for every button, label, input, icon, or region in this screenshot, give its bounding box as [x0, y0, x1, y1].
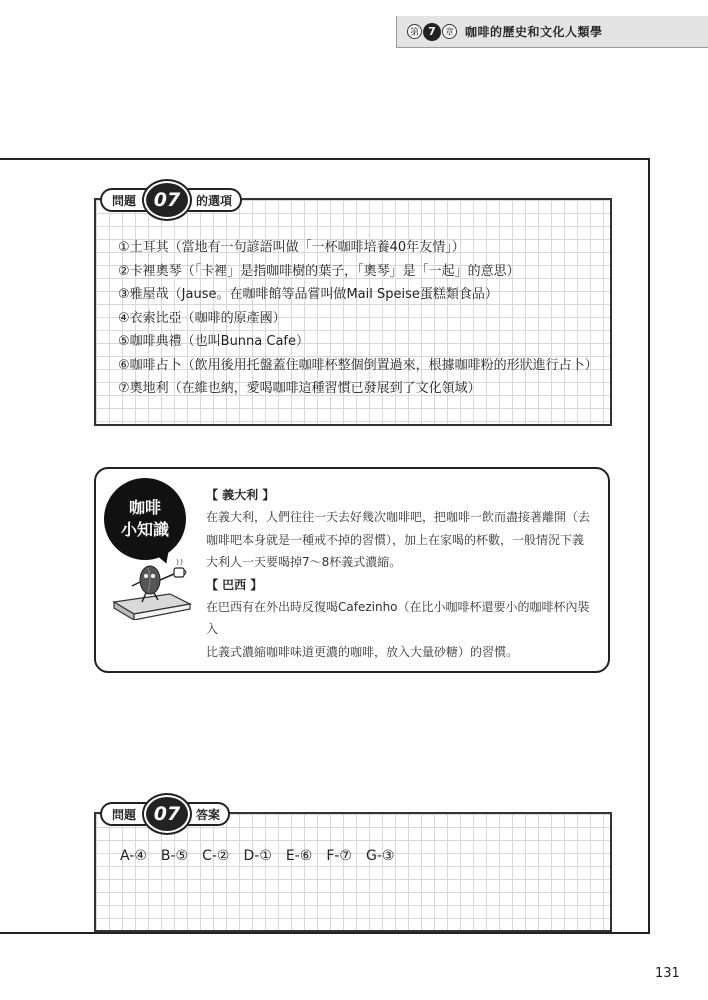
- italy-line: 咖啡吧本身就是一種戒不掉的習慣），加上在家喝的杯數，一般情況下義: [206, 532, 585, 547]
- chapter-badge: [407, 23, 457, 41]
- answer-label: [100, 800, 230, 828]
- options-label-right: 的選項: [176, 188, 242, 212]
- option-item: ④衣索比亞（咖啡的原產國）: [118, 310, 286, 326]
- tip-content: [206, 484, 598, 663]
- option-item: ⑦奧地利（在維也納，愛喝咖啡這種習慣已發展到了文化領域）: [118, 381, 481, 396]
- coffee-bean-mascot-icon: [110, 556, 196, 620]
- answer-label-number: 07: [144, 795, 190, 833]
- bubble-line-1: 咖啡: [128, 498, 161, 517]
- answer-item: G-③: [365, 848, 395, 864]
- chapter-prefix: 第: [407, 24, 422, 39]
- answer-label-left: 問題: [100, 802, 158, 826]
- brazil-heading: 【 巴西 】: [206, 577, 263, 592]
- answer-item: A-④: [120, 848, 147, 864]
- answer-item: D-①: [243, 848, 272, 864]
- option-item: ②卡裡奧琴（「卡裡」是指咖啡樹的葉子，「奧琴」是「一起」的意思）: [118, 263, 520, 279]
- chapter-suffix: 章: [442, 24, 457, 39]
- options-label-left: 問題: [100, 188, 158, 212]
- brazil-line: 在巴西有在外出時反復喝Cafezinho（在比小咖啡杯還要小的咖啡杯內裝入: [206, 599, 590, 636]
- brazil-line: 比義式濃縮咖啡味道更濃的咖啡，放入大量砂糖）的習慣。: [206, 644, 519, 659]
- chapter-header: [396, 16, 708, 48]
- italy-line: 在義大利，人們往往一天去好幾次咖啡吧，把咖啡一飲而盡接著離開（去: [206, 510, 591, 524]
- italy-heading: 【 義大利 】: [206, 488, 275, 502]
- tip-bubble: [104, 478, 186, 560]
- options-label: [100, 186, 242, 214]
- answer-item: C-②: [202, 848, 230, 864]
- option-item: ①土耳其（當地有一句諺語叫做「一杯咖啡培養40年友情」）: [118, 240, 465, 255]
- page-number: 131: [655, 966, 680, 981]
- options-label-number: 07: [144, 181, 190, 219]
- options-list: [118, 236, 608, 401]
- answer-item: E-⑥: [285, 848, 313, 864]
- chapter-number: 7: [423, 23, 441, 41]
- italy-line: 大利人一天要喝掉7～8杯義式濃縮。: [206, 555, 402, 569]
- answer-item: F-⑦: [326, 848, 352, 864]
- answer-item: B-⑤: [160, 848, 189, 864]
- option-item: ⑥咖啡占卜（飲用後用托盤蓋住咖啡杯整個倒置過來，根據咖啡粉的形狀進行占卜）: [118, 357, 598, 373]
- bubble-line-2: 小知識: [120, 520, 169, 539]
- answers-row: [120, 848, 394, 864]
- chapter-title: 咖啡的歷史和文化人類學: [465, 25, 603, 39]
- option-item: ⑤咖啡典禮（也叫Bunna Cafe）: [118, 334, 310, 349]
- answer-label-right: 答案: [176, 802, 230, 826]
- option-item: ③雅屋哉（Jause。在咖啡館等品嘗叫做Mail Speise蛋糕類食品）: [118, 287, 498, 302]
